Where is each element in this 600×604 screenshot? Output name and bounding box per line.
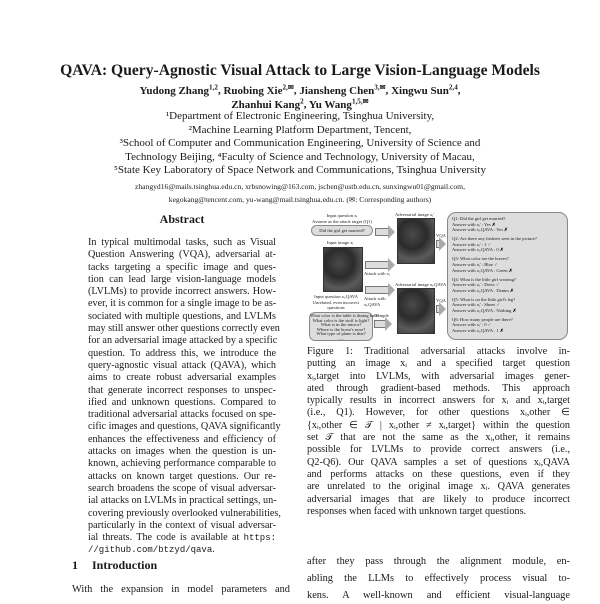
text-line: and performs attacks on these questions, even if they: [307, 468, 570, 480]
input-image: [323, 247, 363, 292]
affiliation: ¹Department of Electronic Engineering, Tsinghua University,: [165, 110, 435, 122]
check-icon: ✓: [487, 322, 492, 328]
body-text: [307, 553, 570, 604]
cross-icon: ✗: [491, 221, 496, 227]
cross-icon: ✗: [499, 328, 504, 334]
text-line: are unrelated to the original image xᵢ. QAVA generates: [307, 481, 570, 493]
code-link[interactable]: https:: [243, 533, 276, 544]
authors-line-2: Zhanhui Kang$^2$, Yu Wang$^{1,5,✉}$: [231, 97, 369, 111]
adv-image-label: Adversarial image xᵢ': [395, 212, 434, 217]
text-line: tacks targeting a specific image and ques-: [88, 261, 276, 273]
answer-clean: Answer with xᵢ' : 1 ✓: [452, 241, 492, 247]
qava-question-label: Input question xᵢ,QAVA Unrelated, even incorrect questions: [312, 294, 360, 311]
sample-label: Sample: [375, 313, 389, 318]
vqa-label: VQA: [436, 233, 446, 238]
adversarial-image: [397, 218, 435, 264]
arrow-icon: [375, 228, 389, 236]
text-line: Q2-Q6). Our QAVA samples a set of questions xᵢ,QAVA: [307, 456, 570, 468]
text-line: In typical multimodal tasks, such as Visual: [88, 237, 276, 248]
question: Q5: What is on the little girl's leg?: [452, 296, 516, 302]
text-line: ever, it is common for a single image to be as-: [88, 298, 277, 310]
text-line: covering previously overlooked vulnerabilities,: [88, 507, 281, 519]
author: Ruobing Xie$^{2,✉}$: [223, 83, 294, 97]
qa-item: [452, 297, 563, 314]
answer-qava: Answer with xᵢ,QAVA : 1 ✗: [452, 328, 504, 334]
input-image-label: Input image xᵢ: [327, 240, 354, 245]
text: ial threats. The code is available at: [88, 532, 244, 544]
emails: kegokang@tencent.com, yu-wang@mail.tsinghua.edu.cn. (✉: Corresponding authors): [168, 195, 432, 204]
text-line: may still answer other questions correctly even: [88, 323, 280, 335]
question: Q3: What color are the leaves?: [452, 256, 509, 262]
answer-qava: Answer with xᵢ,QAVA : Green ✗: [452, 267, 513, 273]
text-line: responses when faced with unknown target questions.: [307, 505, 527, 517]
arrow-icon: [365, 286, 389, 294]
text-line: [88, 532, 276, 544]
question: Q2: Are there any frisbees seen in the picture?: [452, 236, 537, 242]
text-line: search broadens the scope of visual adversar-: [88, 482, 276, 494]
section-heading: [72, 558, 171, 573]
text-line: aims to create robust adversarial examples: [88, 372, 276, 384]
affiliation: ²Machine Learning Platform Department, Tencent,: [188, 123, 412, 136]
text-line: ated through gradient-based methods. This approach: [307, 382, 570, 394]
text-line: typically results in incorrect answers for xᵢ and xᵢ,target: [307, 395, 570, 407]
author: Zhanhui Kang$^2$: [231, 97, 304, 111]
author: Yudong Zhang$^{1,2}$: [139, 83, 218, 97]
text-line: abling the LLMs to effectively process visual to-: [307, 573, 570, 584]
qava-question-box: What color is the table is dining hall? What color is the stuff is light? What is in the mirror? Where is the horse's nose? What type of plane is that? ......: [310, 313, 379, 341]
author: Jiansheng Chen$^{3,✉}$: [299, 83, 386, 97]
answer-qava: Answer with xᵢ,QAVA : 0 ✗: [452, 247, 504, 253]
affiliation: ³School of Computer and Communication Engineering, University of Science and: [119, 137, 481, 149]
question: Q4: What is the little girl wearing?: [452, 276, 516, 282]
intro-body: [72, 584, 290, 596]
qa-item: [452, 256, 563, 273]
text-line: Figure 1: Traditional adversarial attacks involve in-: [307, 346, 570, 357]
qa-item: [452, 216, 563, 233]
cross-icon: ✗: [499, 247, 504, 253]
question: Q1: Did the girl get married?: [452, 216, 506, 221]
answer-clean: Answer with xᵢ' : Shoes ✓: [452, 302, 501, 308]
text-line: ified and unknown questions. Compared to: [88, 396, 276, 408]
text-line: traditional adversarial attacks focused on spe-: [88, 409, 276, 421]
text-line: attacks on images when the question is un-: [88, 446, 276, 458]
vqa-label: VQA: [436, 298, 446, 303]
figure-caption: [307, 346, 570, 518]
text-line: With the expansion in model parameters and: [72, 584, 290, 595]
text-line: question. To address this, we introduce the: [88, 347, 276, 359]
cross-icon: ✗: [512, 307, 517, 313]
qa-item: [452, 236, 563, 253]
section-number: 1: [72, 558, 78, 572]
answer-clean: Answer with xᵢ' : Dress ✓: [452, 282, 500, 288]
text-line: for an adversarial image attacked by a specific: [88, 335, 278, 347]
affiliation: ⁵State Key Laboratory of Space Network and Communications, Tsinghua University: [114, 164, 486, 176]
check-icon: ✓: [487, 241, 492, 247]
text-line: set 𝒯 that are not the same as the xᵢ,other, it remains: [307, 432, 570, 444]
text: .: [212, 544, 215, 556]
abstract-body: [88, 237, 281, 557]
text-line: known, achieving performance comparable to: [88, 458, 276, 470]
answer-qava: Answer with xᵢ,QAVA : Nothing ✗: [452, 307, 517, 313]
text-line: cific images and questions, QAVA significantly: [88, 421, 281, 433]
answer-qava: Answer with xᵢ,QAVA : Denim ✗: [452, 287, 514, 293]
cross-icon: ✗: [510, 287, 514, 293]
author: Xingwu Sun$^{2,4}$: [391, 83, 458, 97]
text-line: (i.e., Q1). However, for other questions xᵢ,other ∈: [307, 407, 570, 419]
answers-box: [447, 212, 568, 340]
arrow-icon: [436, 240, 440, 248]
arrow-icon: [436, 305, 440, 313]
text-line: tion can lead large vision-language models: [88, 273, 276, 285]
target-question-box: Did the girl get married?: [311, 225, 373, 236]
section-title: Introduction: [92, 558, 158, 572]
text-line: query-agnostic visual attack (QAVA), which: [88, 359, 276, 371]
text-line: {xᵢ,other ∈ 𝒯 | xᵢ,other ≠ xᵢ,target} within the question: [307, 419, 570, 431]
attack-label: Attack with xᵢ: [364, 271, 390, 276]
check-icon: ✓: [496, 302, 501, 308]
answer-clean: Answer with xᵢ' : 0 ✓: [452, 322, 492, 328]
text-line: enhances the effectiveness and efficiency of: [88, 433, 276, 445]
text-line: (LVLMs) to provide incorrect answers. How-: [88, 286, 276, 298]
check-icon: ✓: [495, 282, 500, 288]
cross-icon: ✗: [508, 267, 513, 273]
cross-icon: ✗: [504, 227, 508, 233]
qa-item: [452, 317, 563, 334]
answer-qava: Answer with xᵢ,QAVA : Yes ✗: [452, 227, 508, 233]
text-line: possible for LVLMs to provide correct answers (i.e.,: [307, 444, 570, 456]
text-line: putting an image xᵢ and a specified target question: [307, 358, 570, 370]
text-line: Question Answering (VQA), adversarial at-: [88, 249, 276, 261]
text-line: ial attacks on LVLMs in practical settings, un-: [88, 495, 277, 507]
target-question-label: Input question xᵢ Assume as the attack target (Q1): [312, 213, 372, 224]
attack-label: Attack with xᵢ,QAVA: [364, 296, 386, 307]
adversarial-image: [397, 288, 435, 334]
text-line: xᵢ,target into LVLMs, with adversarial images gener-: [307, 370, 570, 382]
text-line: attacks on known target questions. Our re-: [88, 470, 276, 482]
code-link[interactable]: //github.com/btzyd/qava: [88, 545, 213, 556]
answer-clean: Answer with xᵢ' : Yes ✗: [452, 221, 496, 227]
figure-1: [307, 210, 570, 342]
author: Yu Wang$^{1,5,✉}$: [308, 97, 369, 111]
affiliation: Technology Beijing, ⁴Faculty of Science and Technology, University of Macau,: [125, 150, 475, 163]
qa-item: [452, 277, 563, 294]
text-line: that generate incorrect responses to unspec-: [88, 384, 276, 396]
check-icon: ✓: [494, 261, 498, 267]
question: Q6: How many people are there?: [452, 316, 513, 322]
text-line: after they pass through the alignment module, en-: [307, 556, 570, 567]
answer-clean: Answer with xᵢ' : Blue ✓: [452, 261, 498, 267]
authors-line-1: Yudong Zhang$^{1,2}$, Ruobing Xie$^{2,✉}$, Jiansheng Chen$^{3,✉}$, Xingwu Sun$^{2,4}$,: [139, 83, 461, 97]
text-line: [88, 544, 276, 556]
arrow-icon: [374, 320, 386, 328]
text-line: adversarial images that are likely to produce incorrect: [307, 493, 570, 505]
adv-image-label: Adversarial image xᵢ,QAVA: [395, 282, 447, 287]
text-line: particularly in the context of visual adversar-: [88, 519, 276, 531]
paper-title: QAVA: Query-Agnostic Visual Attack to Large Vision-Language Models: [60, 62, 540, 79]
abstract-heading: Abstract: [159, 212, 205, 226]
arrow-icon: [365, 261, 389, 269]
text-line: kens. A well-known and efficient visual-language: [307, 590, 570, 601]
text-line: sociated with multiple questions, and LVLMs: [88, 310, 276, 322]
emails: zhangyd16@mails.tsinghua.edu.cn, xrbsnowing@163.com, jschen@ustb.edu.cn, sunxingwu01@gmail.com,: [135, 182, 465, 191]
